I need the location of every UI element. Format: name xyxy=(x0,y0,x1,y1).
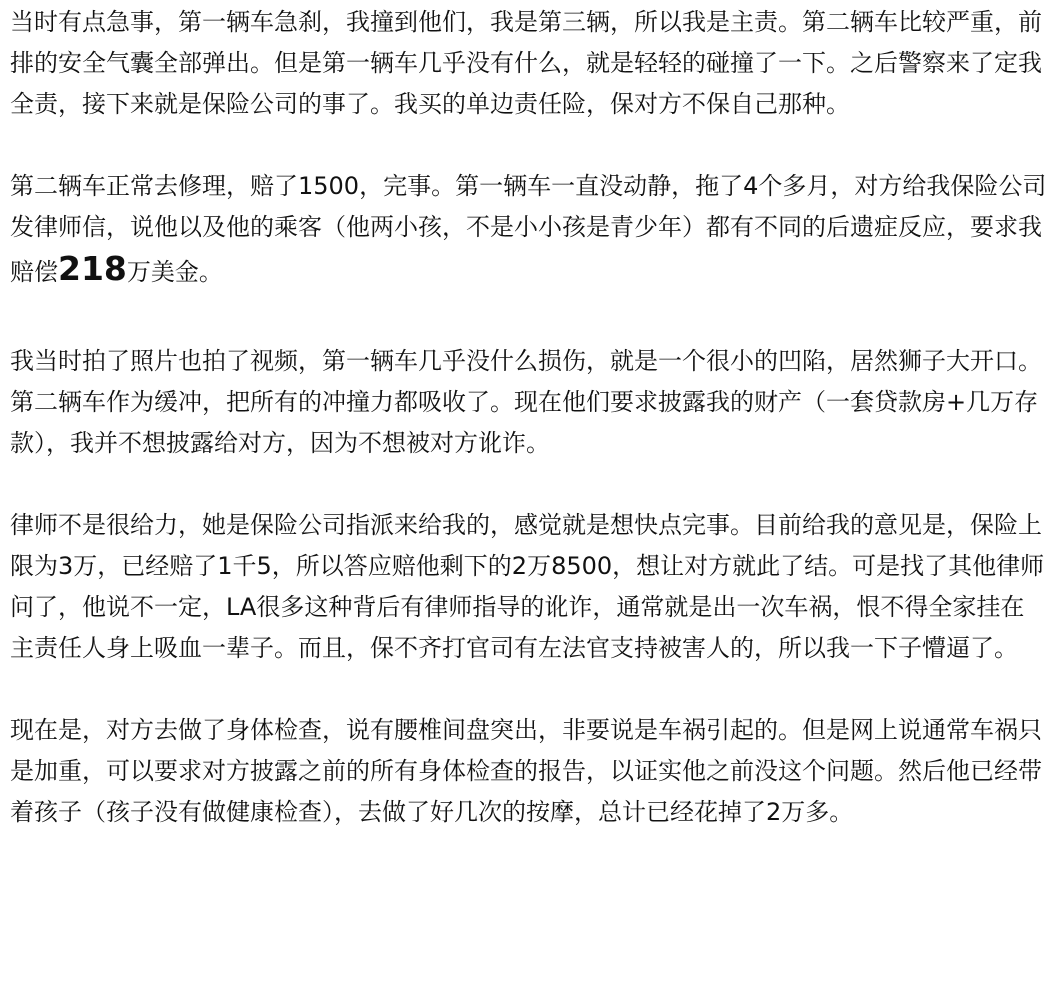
article-body xyxy=(10,0,1048,833)
paragraph-5: 现在是，对方去做了身体检查，说有腰椎间盘突出，非要说是车祸引起的。但是网上说通常车祸只是加重，可以要求对方披露之前的所有身体检查的报告，以证实他之前没这个问题。然后他已经带着孩子（孩子没有做健康检查），去做了好几次的按摩，总计已经花掉了2万多。 xyxy=(10,716,1042,826)
paragraph-4: 律师不是很给力，她是保险公司指派来给我的，感觉就是想快点完事。目前给我的意见是，保险上限为3万，已经赔了1千5，所以答应赔他剩下的2万8500，想让对方就此了结。可是找了其他律师问了，他说不一定，LA很多这种背后有律师指导的讹诈，通常就是出一次车祸，恨不得全家挂在主责任人身上吸血一辈子。而且，保不齐打官司有左法官支持被害人的，所以我一下子懵逼了。 xyxy=(10,511,1045,662)
paragraph-1: 当时有点急事，第一辆车急刹，我撞到他们，我是第三辆，所以我是主责。第二辆车比较严重，前排的安全气囊全部弹出。但是第一辆车几乎没有什么，就是轻轻的碰撞了一下。之后警察来了定我全责，接下来就是保险公司的事了。我买的单边责任险，保对方不保自己那种。 xyxy=(10,8,1042,118)
paragraph-2 xyxy=(10,166,1048,293)
paragraph-2-text: 第二辆车正常去修理，赔了1500，完事。第一辆车一直没动静，拖了4个多月，对方给我保险公司发律师信，说他以及他的乘客（他两小孩，不是小小孩是青少年）都有不同的后遗症反应，要求我赔偿 xyxy=(10,172,1047,286)
paragraph-gap xyxy=(10,293,1048,341)
paragraph-gap xyxy=(10,125,1048,166)
paragraph-gap xyxy=(10,669,1048,710)
paragraph-gap xyxy=(10,464,1048,505)
compensation-amount: 218 xyxy=(58,249,127,288)
paragraph-2-tail: 万美金。 xyxy=(126,258,223,286)
paragraph-3: 我当时拍了照片也拍了视频，第一辆车几乎没什么损伤，就是一个很小的凹陷，居然狮子大开口。第二辆车作为缓冲，把所有的冲撞力都吸收了。现在他们要求披露我的财产（一套贷款房+几万存款），我并不想披露给对方，因为不想被对方讹诈。 xyxy=(10,347,1042,457)
